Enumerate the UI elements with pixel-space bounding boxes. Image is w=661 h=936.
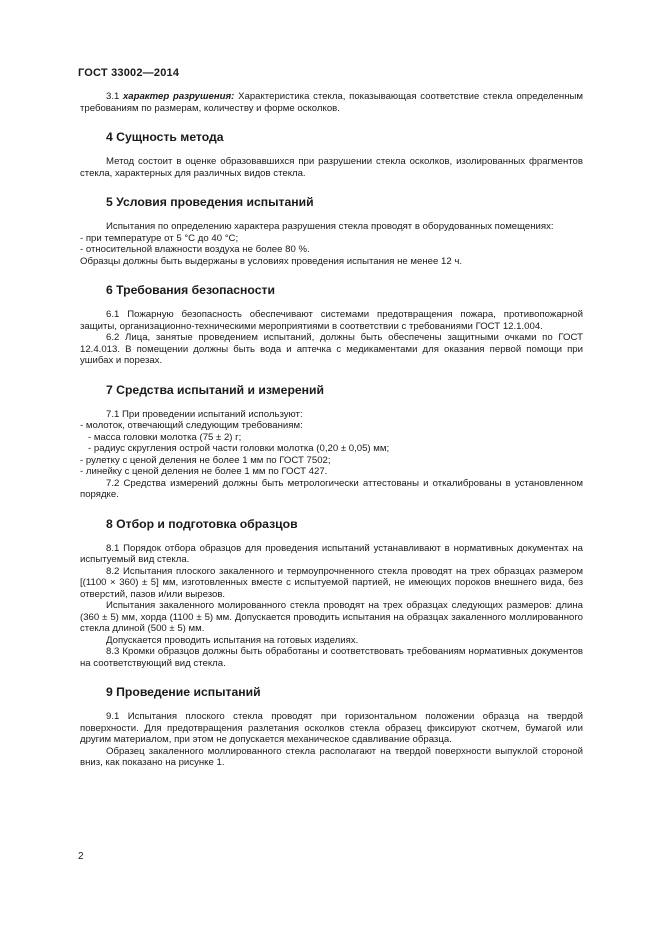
clause-8-1: 8.1 Порядок отбора образцов для проведения испытаний устанавливают в нормативных документах на испытуемый вид стекла. <box>80 542 583 565</box>
clause-number: 3.1 <box>106 91 124 102</box>
section-4-paragraph: Метод состоит в оценке образовавшихся при разрушении стекла осколков, изолированных фрагментов стекла, характерных для различных видов стекла. <box>80 156 583 179</box>
list-item: - молоток, отвечающий следующим требованиям: <box>80 420 303 431</box>
list-item: - при температуре от 5 °С до 40 °С; <box>80 232 239 244</box>
section-4-heading: 4 Сущность метода <box>106 130 224 144</box>
section-9-paragraph: Образец закаленного моллированного стекла располагают на твердой поверхности выпуклой стороной вниз, как показано на рисунке 1. <box>80 745 583 768</box>
definition-text: Характеристика стекла, показывающая соответствие стекла определенным требованиям по размерам, количеству и форме осколков. <box>80 91 583 114</box>
page-number: 2 <box>78 851 84 862</box>
defined-term: характер разрушения: <box>123 91 235 102</box>
section-7-heading: 7 Средства испытаний и измерений <box>106 382 325 397</box>
list-subitem: - масса головки молотка (75 ± 2) г; <box>88 431 242 443</box>
clause-8-3: 8.3 Кромки образцов должны быть обработаны и соответствовать требованиям нормативных документов на соответствующий вид стекла. <box>80 646 583 669</box>
standard-header: ГОСТ 33002—2014 <box>78 67 180 79</box>
section-9-heading: 9 Проведение испытаний <box>106 685 261 699</box>
clause-7-2: 7.2 Средства измерений должны быть метрологически аттестованы и откалиброваны в установленном порядке. <box>80 477 583 500</box>
list-item: - относительной влажности воздуха не более 80 %. <box>80 244 310 255</box>
clause-7-1: 7.1 При проведении испытаний используют: <box>106 408 303 420</box>
document-body <box>80 91 583 769</box>
section-5-paragraph: Образцы должны быть выдержаны в условиях проведения испытания не менее 12 ч. <box>80 255 462 267</box>
section-5-paragraph: Испытания по определению характера разрушения стекла проводят в оборудованных помещениях: <box>106 221 554 232</box>
list-subitem: - радиус скругления острой части головки молотка (0,20 ± 0,05) мм; <box>88 443 390 454</box>
section-5-heading: 5 Условия проведения испытаний <box>106 195 314 209</box>
section-8-paragraph: Допускается проводить испытания на готовых изделиях. <box>106 634 359 646</box>
list-item: - рулетку с ценой деления не более 1 мм по ГОСТ 7502; <box>80 454 331 466</box>
definition-3-1 <box>80 91 583 114</box>
section-6-heading: 6 Требования безопасности <box>106 283 275 297</box>
section-8-heading: 8 Отбор и подготовка образцов <box>106 516 298 531</box>
clause-9-1: 9.1 Испытания плоского стекла проводят при горизонтальном положении образца на твердой поверхности. Для предотвращения разлетания осколков стекла образец фиксируют скотчем, бумагой или другим материалом, при этом не допускается механическое сдавливание образца. <box>80 711 583 745</box>
clause-6-1: 6.1 Пожарную безопасность обеспечивают системами предотвращения пожара, противопожарной защиты, организационно-техническими мероприятиями в соответствии с требованиями ГОСТ 12.1.004. <box>80 309 583 332</box>
section-8-paragraph: Испытания закаленного молированного стекла проводят на трех образцах следующих размеров: длина (360 ± 5) мм, хорда (1100 ± 5) мм. Допускается проводить испытания на образцах закаленного моллированного стекла длиной (500 ± 5) мм. <box>80 600 583 634</box>
clause-6-2: 6.2 Лица, занятые проведением испытаний, должны быть обеспечены защитными очками по ГОСТ 12.4.013. В помещении должны быть вода и аптечка с медикаментами для оказания первой помощи при ушибах и порезах. <box>80 332 583 366</box>
list-item: - линейку с ценой деления не более 1 мм по ГОСТ 427. <box>80 466 328 477</box>
clause-8-2: 8.2 Испытания плоского закаленного и термоупрочненного стекла проводят на трех образцах размером [(1100 × 360) ± 5] мм, изготовленных вместе с испытуемой партией, не имеющих пороков внешнего вида, без отверстий, пазов и/или вырезов. <box>80 565 583 600</box>
